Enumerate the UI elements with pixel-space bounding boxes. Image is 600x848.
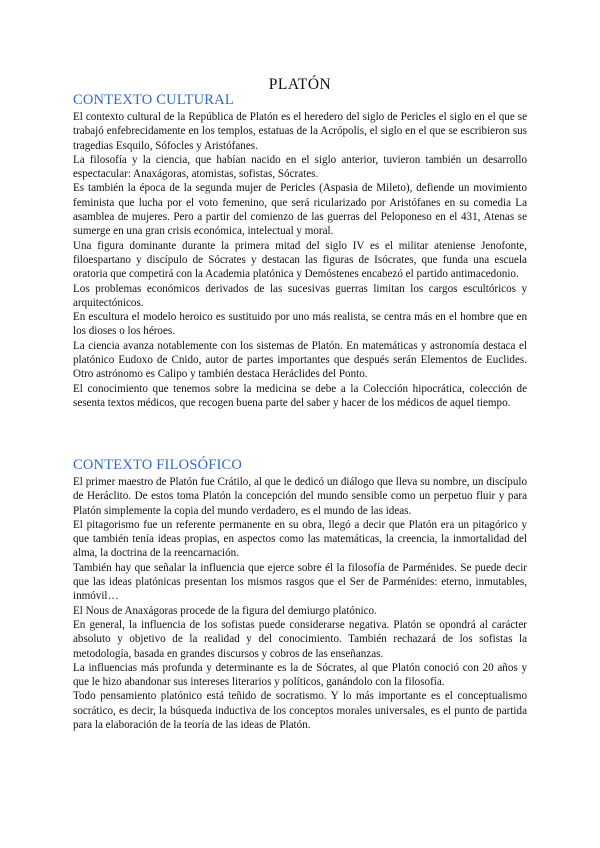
section-heading: CONTEXTO FILOSÓFICO bbox=[73, 457, 243, 473]
paragraph: El primer maestro de Platón fue Crátilo, al que le dedicó un diálogo que lleva su nombre, un discípulo de Heráclito. De estos toma Platón la concepción del mundo sensible como un perpetuo fluir y para Platón simplemente la copia del mundo verdadero, es el mundo de las ideas. bbox=[73, 476, 527, 517]
section-contexto-filosofico bbox=[73, 457, 527, 732]
paragraph: Los problemas económicos derivados de las sucesivas guerras limitan los cargos escultóricos y arquitectónicos. bbox=[73, 282, 527, 309]
paragraph: La filosofía y la ciencia, que habían nacido en el siglo anterior, tuvieron también un desarrollo espectacular: Anaxágoras, atomistas, sofistas, Sócrates. bbox=[73, 153, 527, 181]
paragraph: El pitagorismo fue un referente permanente en su obra, llegó a decir que Platón era un pitagórico y que también tenía ideas propias, en aspectos como las matemáticas, la creencia, la inmortalidad del alma, la doctrina de la reencarnación. bbox=[73, 518, 527, 560]
paragraph: Es también la época de la segunda mujer de Pericles (Aspasia de Mileto), defiende un movimiento feminista que lucha por el voto femenino, que será ricularizado por Aristófanes en su comedia La asamblea de mujeres. Pero a partir del comienzo de las guerras del Peloponeso en el 431, Atenas se sumerge en una gran crisis económica, intelectual y moral. bbox=[73, 182, 527, 238]
paragraph: El contexto cultural de la República de Platón es el heredero del siglo de Pericles el siglo en el que se trabajó enfebrecidamente en los templos, estatuas de la Acrópolis, el siglo en el que se escribieron sus tragedias Esquilo, Sófocles y Aristófanes. bbox=[73, 111, 527, 152]
paragraph: La influencias más profunda y determinante es la de Sócrates, al que Platón conoció con 20 años y que le hizo abandonar sus intereses literarios y políticos, ganándolo con la filosofía. bbox=[73, 661, 527, 689]
paragraph: El Nous de Anaxágoras procede de la figura del demiurgo platónico. bbox=[73, 604, 377, 617]
section-heading: CONTEXTO CULTURAL bbox=[73, 92, 234, 108]
paragraph: En escultura el modelo heroico es sustituido por uno más realista, se centra más en el hombre que en los dioses o los héroes. bbox=[73, 311, 527, 338]
paragraph: En general, la influencia de los sofistas puede considerarse negativa. Platón se opondrá al carácter absoluto y objetivo de la realidad y del conocimiento. También rechazará de los sofistas la metodología, basada en grandes discursos y cobros de las enseñanzas. bbox=[73, 618, 527, 660]
paragraph: La ciencia avanza notablemente con los sistemas de Platón. En matemáticas y astronomía destaca el platónico Eudoxo de Cnido, autor de partes importantes que después serán Elementos de Euclides. Otro astrónomo es Calipo y también destaca Heráclides del Ponto. bbox=[73, 339, 527, 381]
paragraph: También hay que señalar la influencia que ejerce sobre él la filosofía de Parménides. Se puede decir que las ideas platónicas presentan los mismos rasgos que el Ser de Parménides: eterno, inmutables, inmóvil… bbox=[73, 561, 527, 603]
paragraph: Todo pensamiento platónico está teñido de socratismo. Y lo más importante es el conceptualismo socrático, es decir, la búsqueda inductiva de los conceptos morales universales, es el punto de partida para la elaboración de la teoría de las ideas de Platón. bbox=[73, 690, 527, 732]
paragraph: Una figura dominante durante la primera mitad del siglo IV es el militar ateniense Jenofonte, filoespartano y discípulo de Sócrates y destacan las figuras de Isócrates, que funda una escuela oratoria que competirá con la Academia platónica y Demóstenes encabezó el partido antimacedonio. bbox=[73, 239, 527, 281]
page-title: PLATÓN bbox=[268, 76, 332, 93]
paragraph: El conocimiento que tenemos sobre la medicina se debe a la Colección hipocrática, colección de sesenta textos médicos, que recogen buena parte del saber y hacer de los médicos de aquel tiempo. bbox=[73, 382, 527, 409]
section-contexto-cultural bbox=[73, 92, 527, 410]
